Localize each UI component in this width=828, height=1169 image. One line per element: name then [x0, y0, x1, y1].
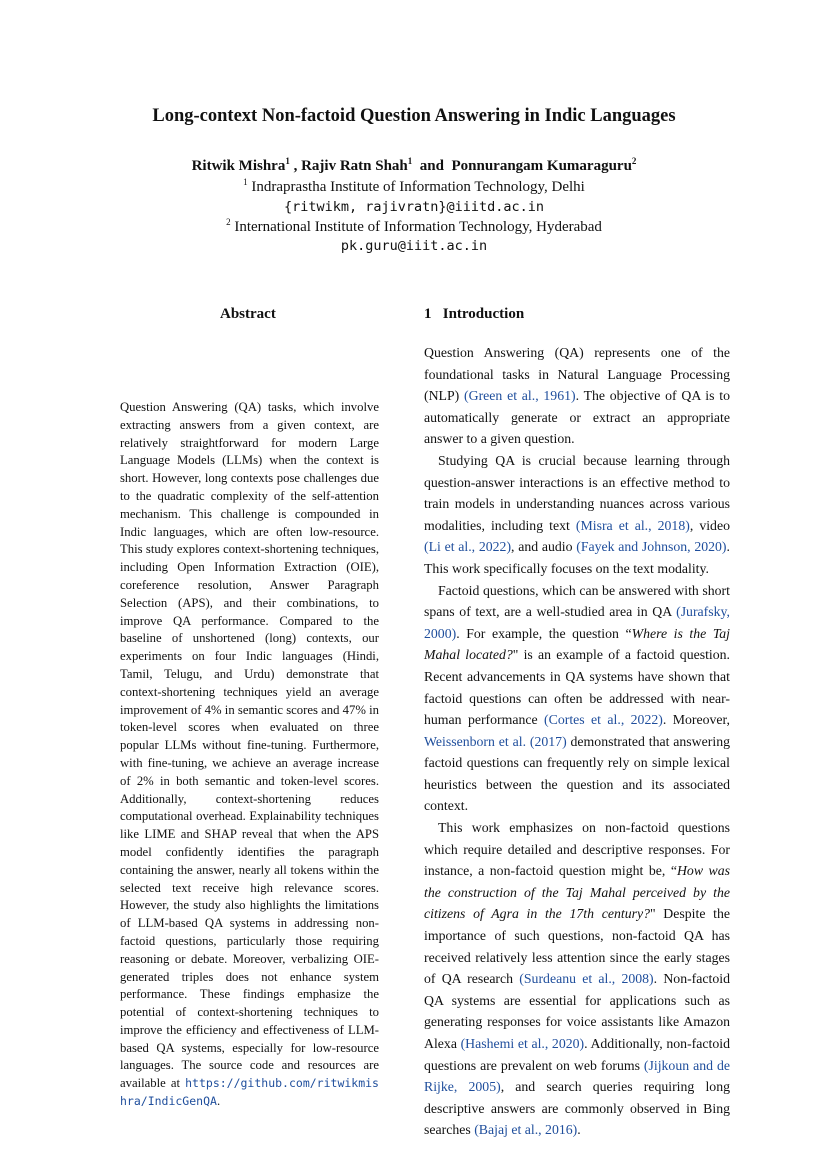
paragraph-text: , and audio [511, 539, 577, 555]
paragraph-text: . The objective of QA is to automatically generate or extract an appropriate answer to a given question. [424, 388, 730, 447]
affiliation-2 [0, 217, 828, 236]
affiliation-email: {ritwikm, rajivratn}@iiitd.ac.in [283, 199, 545, 215]
citation-link[interactable]: (Misra et al., 2018) [575, 517, 690, 533]
paper-title: Long-context Non-factoid Question Answering in Indic Languages [152, 106, 676, 126]
paragraph-text: . Non-factoid QA systems are essential for applications such as generating responses for voice assistants like Amazon Alexa [424, 971, 730, 1051]
abstract-heading: Abstract [220, 306, 276, 322]
paragraph-text: demonstrated that answering factoid questions can frequently rely on simple lexical heuristics between the question and its associated context. [424, 733, 730, 814]
affiliation-email: pk.guru@iiit.ac.in [340, 238, 488, 254]
paragraph-text: . Moreover, [662, 712, 730, 728]
citation-link[interactable]: (Jijkoun and de Rijke, 2005) [424, 1057, 730, 1095]
intro-paragraph [424, 450, 730, 580]
paragraph-text: Factoid questions, which can be answered with short spans of text, are a well-studied area in QA [424, 582, 730, 620]
affiliation-mark: 1 [243, 177, 248, 187]
citation-link[interactable]: (Cortes et al., 2022) [544, 712, 663, 728]
paragraph-text: . Additionally, non-factoid questions are prevalent on web forums [424, 1036, 730, 1073]
citation-link[interactable]: (Green et al., 1961) [464, 388, 576, 404]
paragraph-text: " Despite the importance of such questions, non-factoid QA has received relatively less attention since the early stages of QA research [424, 906, 730, 987]
section-title: Introduction [442, 306, 525, 322]
author-name: Ritwik Mishra [191, 158, 286, 174]
author-separator: and [412, 158, 452, 174]
citation-link[interactable]: (Surdeanu et al., 2008) [519, 971, 654, 987]
author-name: Rajiv Ratn Shah [301, 158, 408, 174]
author-affiliation-mark: 1 [407, 156, 413, 166]
paragraph-text: . For example, the question “ [456, 625, 632, 641]
example-question: How was the construction of the Taj Mahal perceived by the citizens of Agra in the 17th century? [424, 863, 730, 922]
citation-link[interactable]: Weissenborn et al. (2017) [424, 733, 567, 749]
example-question: Where is the Taj Mahal located? [424, 625, 730, 663]
intro-paragraph [424, 342, 730, 450]
paragraph-text: , video [689, 517, 730, 533]
introduction-body [424, 342, 730, 1141]
intro-paragraph [424, 580, 730, 818]
paragraph-text: . [577, 1122, 581, 1138]
section-heading [424, 306, 524, 323]
section-number: 1 [424, 306, 432, 322]
affiliation-name: Indraprastha Institute of Information Technology, Delhi [251, 179, 585, 195]
paragraph-text: This work emphasizes on non-factoid questions which require detailed and descriptive responses. For instance, a non-factoid question might be, “ [424, 820, 730, 879]
paragraph-text: Question Answering (QA) represents one of the foundational tasks in Natural Language Processing (NLP) [424, 345, 730, 404]
citation-link[interactable]: (Fayek and Johnson, 2020) [576, 539, 727, 555]
paragraph-text: Studying QA is crucial because learning through question-answer interactions is an effective method to train models in understanding nuances across various modalities, including text [424, 452, 730, 533]
author-line [0, 156, 828, 175]
paragraph-text: . This work specifically focuses on the text modality. [424, 539, 730, 576]
abstract-text: Question Answering (QA) tasks, which involve extracting answers from a given context, are relatively straightforward for modern Large Language Models (LLMs) when the context is short. However, long contexts pose challenges due to the quadratic complexity of the self-attention mechanism. This challenge is compounded in Indic languages, which are often low-resource. This study explores context-shortening techniques, including Open Information Extraction (OIE), coreference resolution, Answer Paragraph Selection (APS), and their combinations, to improve QA performance. Compared to the baseline of unshortened (long) contexts, our experiments on four Indic languages (Hindi, Tamil, Telugu, and Urdu) demonstrate that context-shortening techniques yield an average improvement of 4% in semantic scores and 47% in token-level scores when evaluated on three popular LLMs without fine-tuning. Furthermore, with fine-tuning, we achieve an average increase of 2% in both semantic and token-level scores. Additionally, context-shortening reduces computational overhead. Explainability techniques like LIME and SHAP reveal that when the APS model confidently identifies the paragraph containing the answer, nearly all tokens within the selected text receive high relevance scores. However, the study also highlights the limitations of LLM-based QA systems in addressing non-factoid questions, particularly those requiring reasoning or debate. Moreover, verbalizing OIE-generated triples does not enhance system performance. These findings emphasize the potential of context-shortening techniques to improve the efficiency and effectiveness of LLM-based QA systems, especially for low-resource languages. The source code and resources are available at [120, 400, 379, 1091]
citation-link[interactable]: (Jurafsky, 2000) [424, 604, 730, 641]
author-affiliation-mark: 2 [631, 156, 637, 166]
affiliation-name: International Institute of Information Technology, Hyderabad [234, 219, 602, 235]
paragraph-text: " is an example of a factoid question. Recent advancements in QA systems have shown that factoid questions can often be addressed with near-human performance [424, 647, 730, 728]
intro-paragraph [424, 817, 730, 1141]
abstract-body [120, 399, 379, 1111]
citation-link[interactable]: (Li et al., 2022) [424, 539, 512, 555]
paragraph-text: , and search queries requiring long descriptive answers are commonly observed in Bing searches [424, 1079, 730, 1138]
author-name: Ponnurangam Kumaraguru [451, 158, 632, 174]
affiliation-1 [0, 177, 828, 196]
source-code-link[interactable]: https://github.com/ritwikmishra/IndicGenQA [120, 1076, 379, 1109]
citation-link[interactable]: (Hashemi et al., 2020) [460, 1036, 585, 1051]
author-separator: , [289, 158, 302, 174]
citation-link[interactable]: (Bajaj et al., 2016) [474, 1122, 578, 1138]
affiliation-mark: 2 [226, 217, 231, 227]
author-affiliation-mark: 1 [285, 156, 290, 166]
abstract-end: . [216, 1094, 221, 1109]
